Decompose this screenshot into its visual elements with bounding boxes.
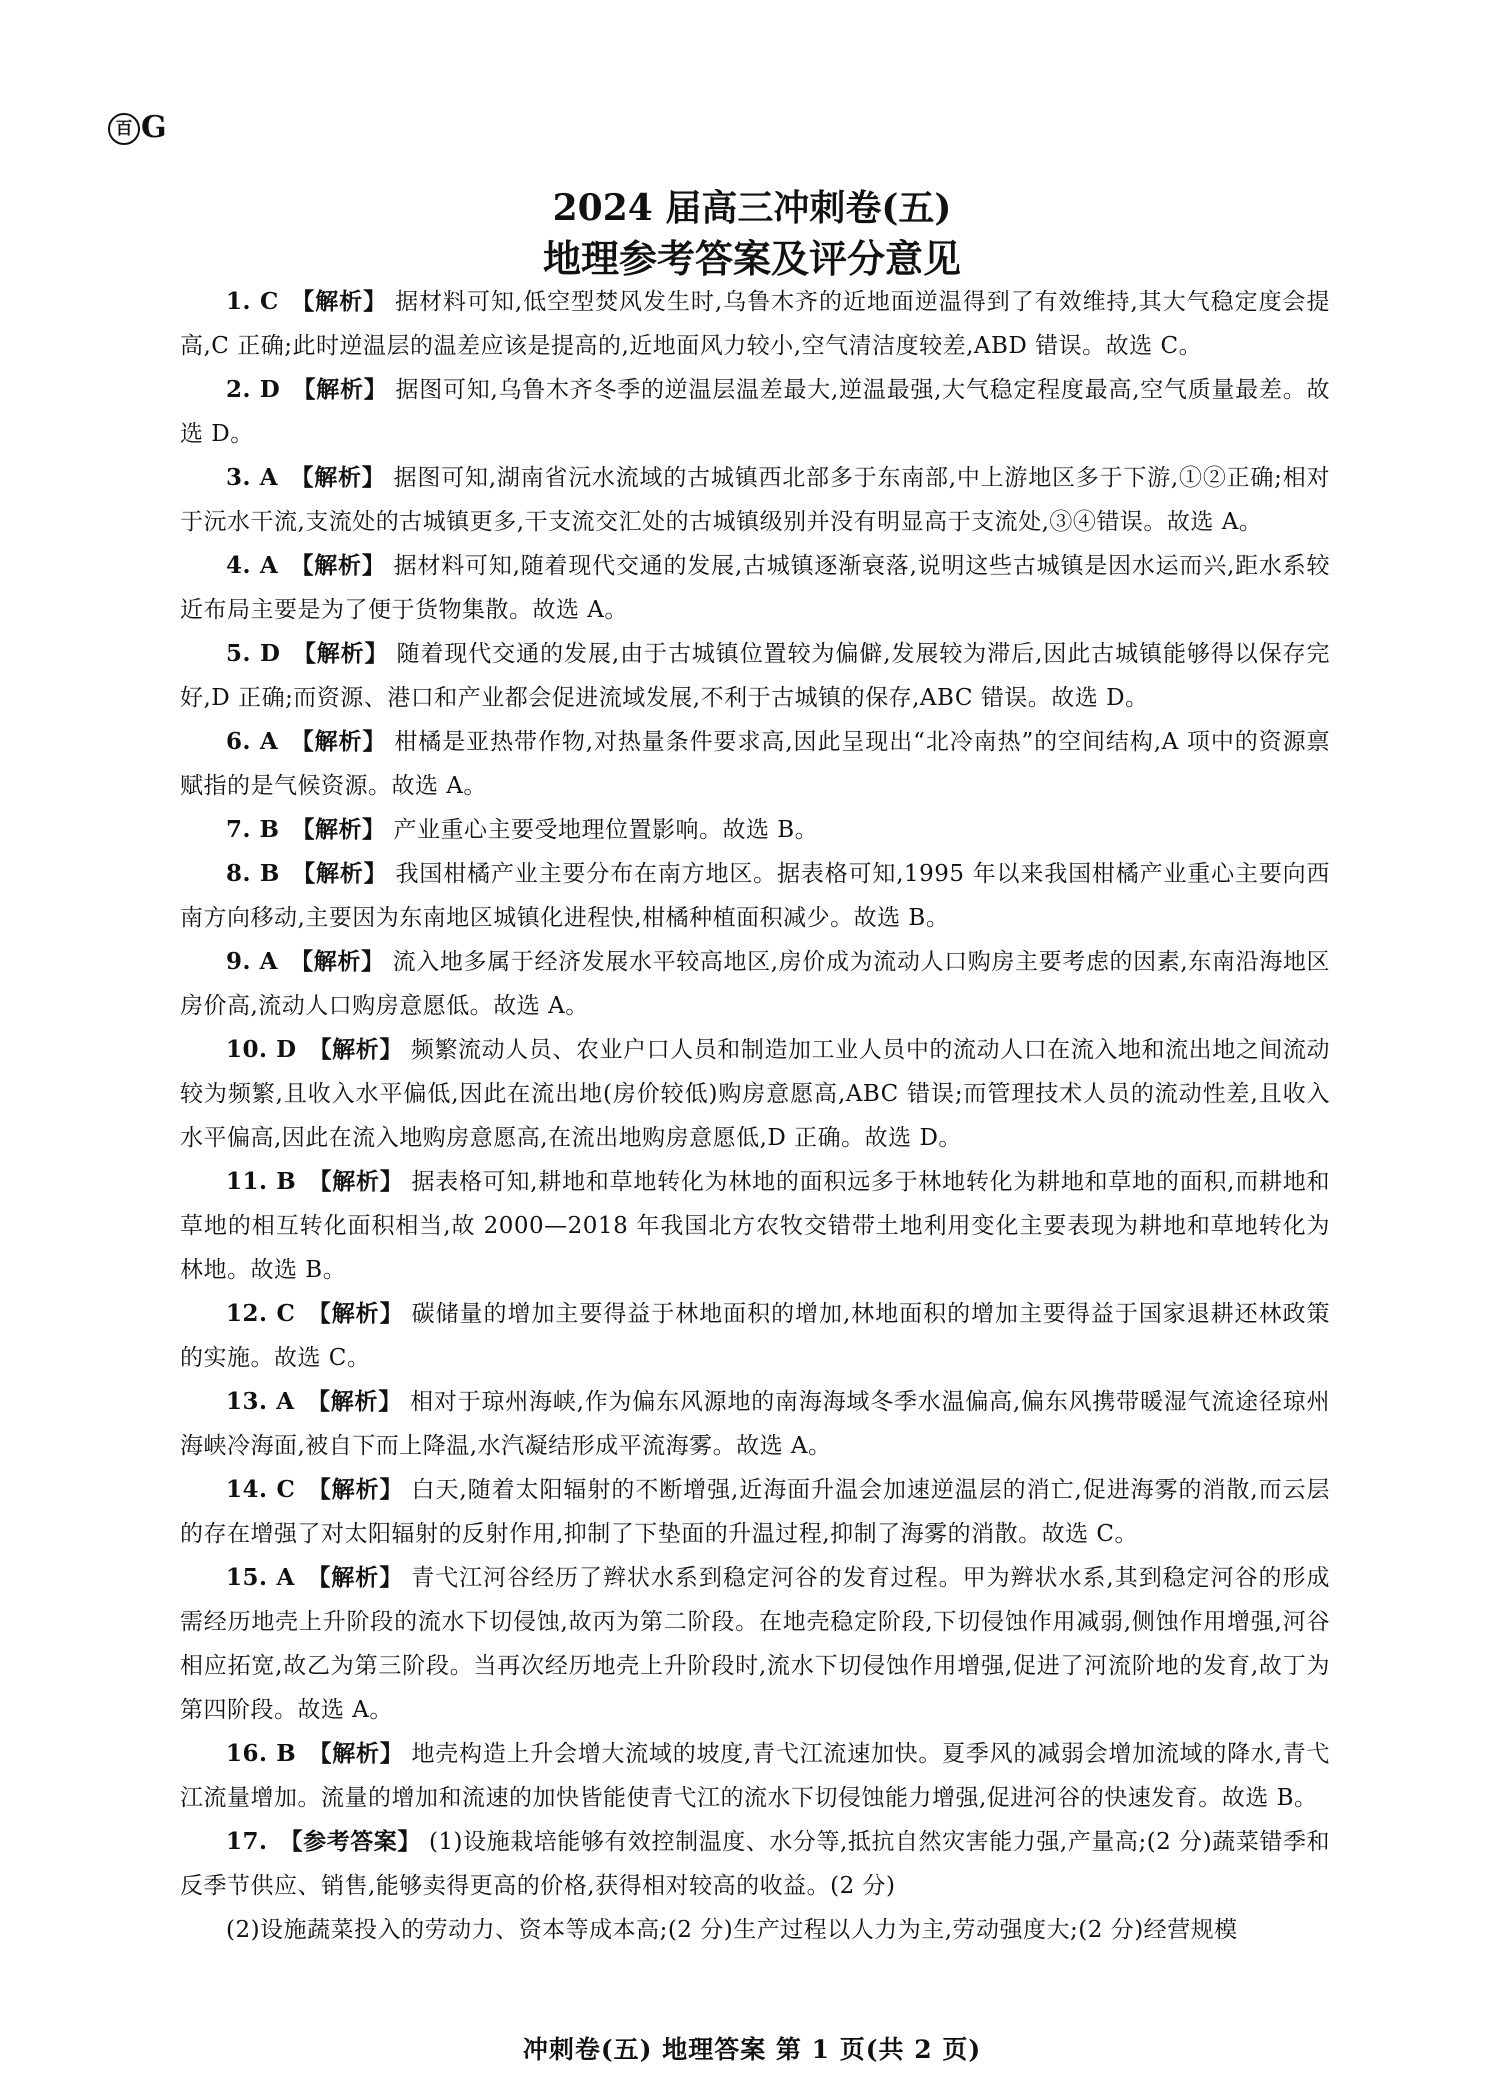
answer-continuation: (2)设施蔬菜投入的劳动力、资本等成本高;(2 分)生产过程以人力为主,劳动强度大;(2 分)经营规模: [226, 1917, 1238, 1943]
answer-number: 2. D: [226, 376, 281, 403]
answer-tag: 【解析】: [307, 1476, 404, 1503]
answer-item: [180, 1292, 1330, 1380]
answer-tag: 【解析】: [291, 816, 386, 843]
answer-number: 11. B: [226, 1168, 297, 1195]
answer-tag: 【解析】: [306, 1388, 403, 1415]
answer-item: [180, 544, 1330, 632]
answer-text: 柑橘是亚热带作物,对热量条件要求高,因此呈现出“北冷南热”的空间结构,A 项中的资源禀赋指的是气候资源。故选 A。: [180, 729, 1331, 799]
answer-number: 14. C: [226, 1476, 296, 1503]
answer-text: 据材料可知,随着现代交通的发展,古城镇逐渐衰落,说明这些古城镇是因水运而兴,距水系较近布局主要是为了便于货物集散。故选 A。: [180, 553, 1331, 623]
answer-tag: 【解析】: [290, 948, 385, 975]
answer-tag: 【参考答案】: [279, 1828, 421, 1855]
answer-number: 1. C: [226, 288, 279, 315]
logo-circle-char: 百: [108, 113, 140, 145]
answer-tag: 【解析】: [308, 1740, 404, 1767]
answer-number: 15. A: [226, 1564, 295, 1591]
answer-number: 7. B: [226, 816, 280, 843]
answer-number: 17.: [226, 1828, 268, 1855]
answer-tag: 【解析】: [307, 1300, 404, 1327]
answer-text: 青弋江河谷经历了辫状水系到稳定河谷的发育过程。甲为辫状水系,其到稳定河谷的形成需经历地壳上升阶段的流水下切侵蚀,故丙为第二阶段。在地壳稳定阶段,下切侵蚀作用减弱,侧蚀作用增强,河谷相应拓宽,故乙为第三阶段。当再次经历地壳上升阶段时,流水下切侵蚀作用增强,促进了河流阶地的发育,故丁为第四阶段。故选 A。: [180, 1565, 1331, 1723]
answer-text: 我国柑橘产业主要分布在南方地区。据表格可知,1995 年以来我国柑橘产业重心主要向西南方向移动,主要因为东南地区城镇化进程快,柑橘种植面积减少。故选 B。: [180, 861, 1331, 931]
answer-item: [180, 1820, 1330, 1908]
answer-item: [180, 1160, 1330, 1292]
answer-text: (1)设施栽培能够有效控制温度、水分等,抵抗自然灾害能力强,产量高;(2 分)蔬菜错季和反季节供应、销售,能够卖得更高的价格,获得相对较高的收益。(2 分): [180, 1829, 1331, 1899]
answer-text: 流入地多属于经济发展水平较高地区,房价成为流动人口购房主要考虑的因素,东南沿海地区房价高,流动人口购房意愿低。故选 A。: [180, 949, 1330, 1019]
answer-number: 13. A: [226, 1388, 295, 1415]
answer-tag: 【解析】: [290, 464, 386, 491]
answer-number: 8. B: [226, 860, 280, 887]
answer-item: [180, 456, 1330, 544]
answer-text: 产业重心主要受地理位置影响。故选 B。: [393, 817, 819, 843]
logo-letter: G: [141, 110, 167, 145]
page-title: 2024 届高三冲刺卷(五): [552, 187, 952, 229]
answer-item: [180, 1468, 1330, 1556]
answer-tag: 【解析】: [292, 376, 388, 403]
answer-text: 地壳构造上升会增大流域的坡度,青弋江流速加快。夏季风的减弱会增加流域的降水,青弋江流量增加。流量的增加和流速的加快皆能使青弋江的流水下切侵蚀能力增强,促进河谷的快速发育。故选 B。: [180, 1741, 1331, 1811]
answer-tag: 【解析】: [292, 640, 389, 667]
answer-tag: 【解析】: [291, 860, 388, 887]
answer-number: 5. D: [226, 640, 281, 667]
answer-tag: 【解析】: [290, 288, 388, 315]
page-subtitle: 地理参考答案及评分意见: [542, 237, 961, 281]
answer-item: [180, 1556, 1330, 1732]
answer-item: [180, 280, 1330, 368]
answer-tag: 【解析】: [306, 1564, 404, 1591]
answer-item: [180, 1732, 1330, 1820]
answer-tag: 【解析】: [308, 1168, 404, 1195]
answer-item: [180, 940, 1330, 1028]
answer-item: [180, 808, 1330, 852]
page-footer: 冲刺卷(五) 地理答案 第 1 页(共 2 页): [522, 2035, 982, 2064]
answer-number: 10. D: [226, 1036, 297, 1063]
answer-list: [180, 280, 1330, 1952]
answer-text: 据图可知,湖南省沅水流域的古城镇西北部多于东南部,中上游地区多于下游,①②正确;相对于沅水干流,支流处的古城镇更多,干支流交汇处的古城镇级别并没有明显高于支流处,③④错误。故选 A。: [180, 465, 1330, 535]
answer-text: 据材料可知,低空型焚风发生时,乌鲁木齐的近地面逆温得到了有效维持,其大气稳定度会提高,C 正确;此时逆温层的温差应该是提高的,近地面风力较小,空气清洁度较差,ABD 错误。故选 C。: [180, 289, 1331, 359]
answer-tag: 【解析】: [290, 728, 387, 755]
answer-item: [180, 1380, 1330, 1468]
answer-number: 16. B: [226, 1740, 297, 1767]
answer-item: [180, 852, 1330, 940]
answer-item: [180, 1028, 1330, 1160]
answer-item: [180, 632, 1330, 720]
answer-number: 9. A: [226, 948, 278, 975]
publisher-logo: [108, 110, 167, 145]
answer-number: 12. C: [226, 1300, 296, 1327]
answer-number: 4. A: [226, 552, 279, 579]
answer-number: 3. A: [226, 464, 279, 491]
answer-text: 频繁流动人员、农业户口人员和制造加工业人员中的流动人口在流入地和流出地之间流动较为频繁,且收入水平偏低,因此在流出地(房价较低)购房意愿高,ABC 错误;而管理技术人员的流动性差,且收入水平偏高,因此在流入地购房意愿高,在流出地购房意愿低,D 正确。故选 D。: [180, 1037, 1331, 1151]
answer-tag: 【解析】: [290, 552, 386, 579]
answer-tag: 【解析】: [308, 1036, 403, 1063]
answer-text: 据表格可知,耕地和草地转化为林地的面积远多于林地转化为耕地和草地的面积,而耕地和草地的相互转化面积相当,故 2000—2018 年我国北方农牧交错带土地利用变化主要表现为耕地和草地转化为林地。故选 B。: [180, 1169, 1331, 1283]
answer-text: 相对于琼州海峡,作为偏东风源地的南海海域冬季水温偏高,偏东风携带暖湿气流途径琼州海峡冷海面,被自下而上降温,水汽凝结形成平流海雾。故选 A。: [180, 1389, 1330, 1459]
answer-number: 6. A: [226, 728, 279, 755]
answer-text: 白天,随着太阳辐射的不断增强,近海面升温会加速逆温层的消亡,促进海雾的消散,而云层的存在增强了对太阳辐射的反射作用,抑制了下垫面的升温过程,抑制了海雾的消散。故选 C。: [180, 1477, 1331, 1547]
answer-text: 碳储量的增加主要得益于林地面积的增加,林地面积的增加主要得益于国家退耕还林政策的实施。故选 C。: [180, 1301, 1331, 1371]
answer-text: 随着现代交通的发展,由于古城镇位置较为偏僻,发展较为滞后,因此古城镇能够得以保存完好,D 正确;而资源、港口和产业都会促进流域发展,不利于古城镇的保存,ABC 错误。故选 D。: [180, 641, 1331, 711]
answer-item: [180, 720, 1330, 808]
answer-item: [180, 368, 1330, 456]
answer-text: 据图可知,乌鲁木齐冬季的逆温层温差最大,逆温最强,大气稳定程度最高,空气质量最差。故选 D。: [180, 377, 1331, 447]
